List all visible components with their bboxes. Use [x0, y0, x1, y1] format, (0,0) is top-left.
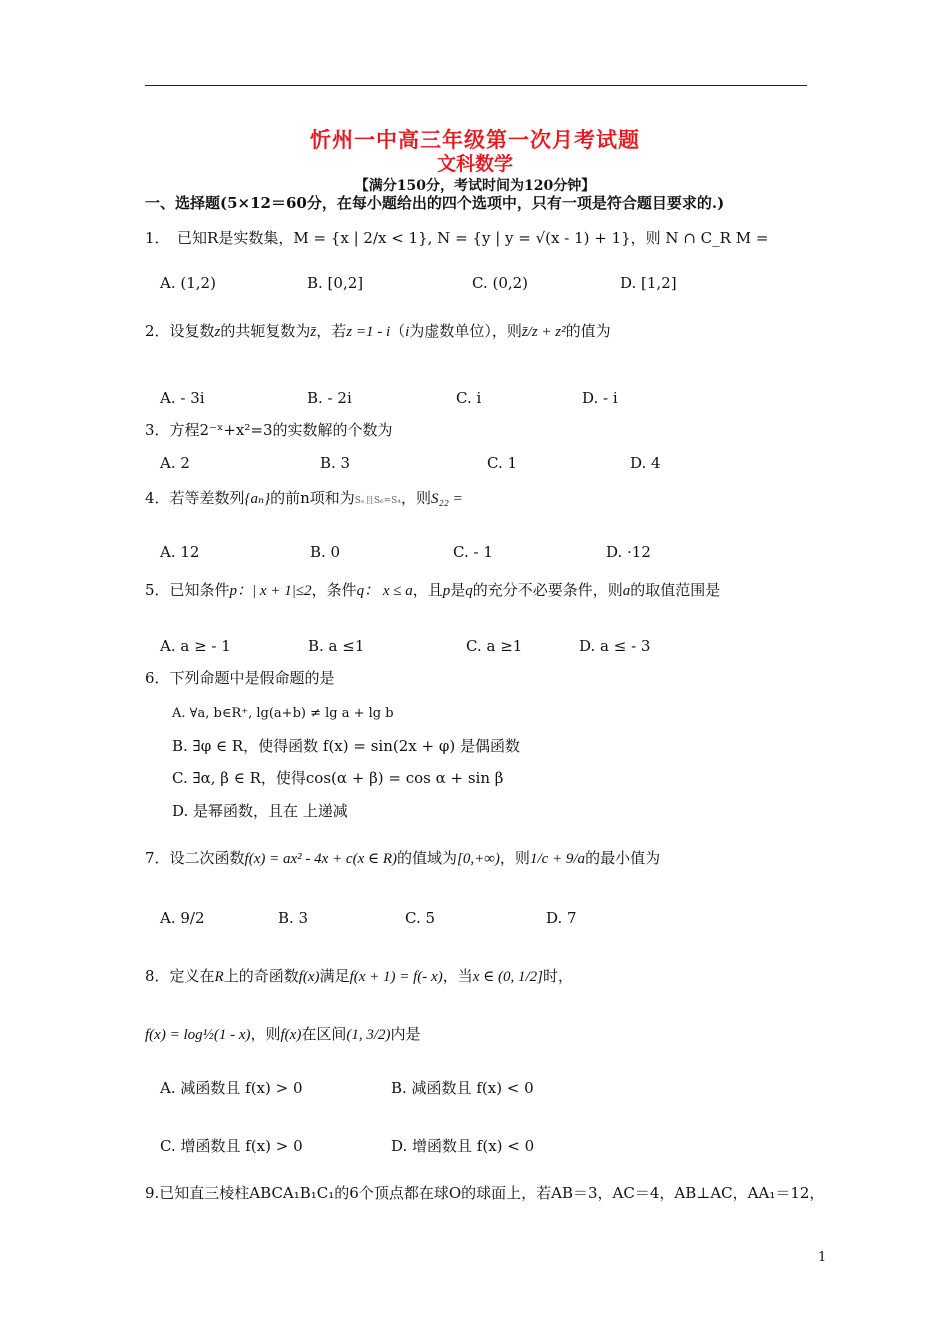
q4-option-c[interactable]: C. - 1 — [453, 543, 493, 561]
q5-option-a[interactable]: A. a ≥ - 1 — [160, 637, 231, 655]
q8-option-c[interactable]: C. 增函数且 f(x) > 0 — [160, 1137, 303, 1155]
q2-option-c[interactable]: C. i — [456, 389, 482, 407]
q8-option-a[interactable]: A. 减函数且 f(x) > 0 — [160, 1079, 303, 1097]
q8-option-b[interactable]: B. 减函数且 f(x) < 0 — [391, 1079, 534, 1097]
q8-option-d[interactable]: D. 增函数且 f(x) < 0 — [391, 1137, 535, 1155]
q7-option-d[interactable]: D. 7 — [546, 909, 577, 927]
q1-option-d[interactable]: D. [1,2] — [620, 274, 677, 292]
q5-option-b[interactable]: B. a ≤1 — [308, 637, 365, 655]
question-3-stem: 3．方程2⁻ˣ+x²=3的实数解的个数为 — [145, 421, 393, 439]
question-2-stem: 2．设复数z的共轭复数为z̄，若z =1 - i（i为虚数单位），则z̄/z + z²的值为 — [145, 322, 611, 340]
q7-option-c[interactable]: C. 5 — [405, 909, 436, 927]
q1-option-a[interactable]: A. (1,2) — [160, 274, 216, 292]
q1-option-c[interactable]: C. (0,2) — [472, 274, 529, 292]
q4-option-d[interactable]: D. ·12 — [606, 543, 651, 561]
page-number: 1 — [818, 1250, 827, 1265]
q3-option-a[interactable]: A. 2 — [160, 454, 190, 472]
exam-subtitle: 文科数学 — [436, 153, 513, 175]
q3-option-d[interactable]: D. 4 — [630, 454, 661, 472]
section-heading: 一、选择题(5×12＝60分，在每小题给出的四个选项中，只有一项是符合题目要求的.) — [145, 194, 725, 212]
q1-option-b[interactable]: B. [0,2] — [307, 274, 364, 292]
q5-option-c[interactable]: C. a ≥1 — [466, 637, 523, 655]
question-7-stem: 7．设二次函数f(x) = ax² - 4x + c(x ∈ R)的值域为[0,+∞)，则1/c + 9/a的最小值为 — [145, 849, 661, 867]
q4-option-a[interactable]: A. 12 — [160, 543, 200, 561]
exam-note: 【满分150分，考试时间为120分钟】 — [354, 178, 596, 194]
q2-option-d[interactable]: D. - i — [582, 389, 618, 407]
q2-option-b[interactable]: B. - 2i — [307, 389, 352, 407]
q2-option-a[interactable]: A. - 3i — [160, 389, 205, 407]
q7-option-b[interactable]: B. 3 — [278, 909, 309, 927]
question-8-stem: 8．定义在R上的奇函数f(x)满足f(x + 1) = f(- x)，当x ∈ (0, 1/2]时， — [145, 967, 573, 985]
q4-option-b[interactable]: B. 0 — [310, 543, 341, 561]
q6-option-c[interactable]: C. ∃α, β ∈ R，使得cos(α + β) = cos α + sin β — [172, 769, 504, 787]
question-6-stem: 6．下列命题中是假命题的是 — [145, 669, 335, 687]
q6-option-b[interactable]: B. ∃φ ∈ R，使得函数 f(x) = sin(2x + φ) 是偶函数 — [172, 737, 520, 755]
question-9-stem: 9.已知直三棱柱ABCA₁B₁C₁的6个顶点都在球O的球面上，若AB＝3，AC＝4，AB⊥AC，AA₁＝12， — [145, 1184, 825, 1202]
question-1-stem: 1． 已知R是实数集，M = {x | 2/x < 1}, N = {y | y = √(x - 1) + 1}，则 N ∩ C_R M = — [145, 229, 769, 247]
question-4-stem: 4．若等差数列{aₙ}的前n项和为Sₙ且S₆=S₄，则S₂₂ = — [145, 489, 463, 507]
question-8-line2: f(x) = log½(1 - x)，则f(x)在区间(1, 3/2)内是 — [145, 1025, 421, 1043]
question-5-stem: 5．已知条件p：| x + 1|≤2，条件q： x ≤ a，且p是q的充分不必要条件，则a的取值范围是 — [145, 581, 721, 599]
q7-option-a[interactable]: A. 9/2 — [160, 909, 205, 927]
exam-title: 忻州一中高三年级第一次月考试题 — [310, 127, 640, 152]
q3-option-b[interactable]: B. 3 — [320, 454, 351, 472]
q5-option-d[interactable]: D. a ≤ - 3 — [579, 637, 651, 655]
q3-option-c[interactable]: C. 1 — [487, 454, 518, 472]
q6-option-a[interactable]: A. ∀a, b∈R⁺, lg(a+b) ≠ lg a + lg b — [172, 706, 394, 721]
q6-option-d[interactable]: D. 是幂函数，且在 上递减 — [172, 802, 348, 820]
header-rule — [145, 85, 807, 86]
